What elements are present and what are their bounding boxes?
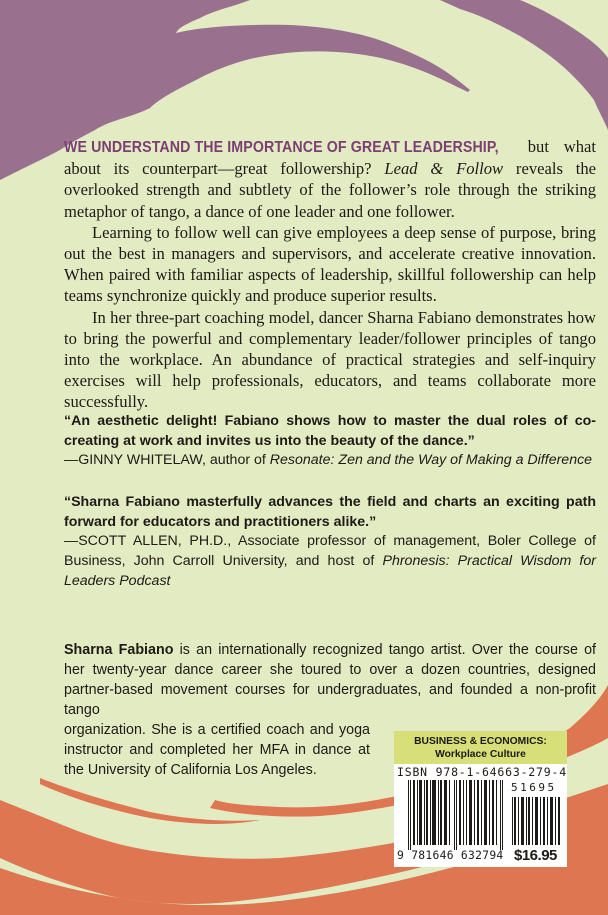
bottom-upper-orange-streak [40,778,260,824]
book-description [64,136,596,413]
description-paragraph-3: In her three-part coaching model, dancer Sharna Fabiano demonstrates how to bring the powerful and complementary leader/follower principles of tango into the workplace. An abundance of practical strategies and self-inquiry exercises will help professionals, educators, and teams collaborate more successfully. [64,307,596,412]
endorsement-attribution: —GINNY WHITELAW, author of Resonate: Zen and the Way of Making a Difference [64,452,593,469]
endorsement-whitelaw [64,412,596,471]
price: $16.95 [514,847,557,864]
endorsement-allen [64,493,596,592]
ean-digits: 9 781646 632794 [397,849,504,862]
endorsement-quote: “Sharna Fabiano masterfully advances the field and charts an exciting path forward for educators and practitioners alike.” [64,494,596,530]
endorsement-quote: “An aesthetic delight! Fabiano shows how to master the dual roles of co-creating at work and invites us into the beauty of the dance.” [64,413,596,449]
headline-caps: WE UNDERSTAND THE IMPORTANCE OF GREAT LEADERSHIP, [64,139,499,156]
book-title: Lead & Follow [384,159,504,179]
bio-narrow-text: organization. She is a certified coach and yoga instructor and completed her MFA in dance at the University of California Los Angeles. [64,722,370,778]
description-paragraph-1: WE UNDERSTAND THE IMPORTANCE OF GREAT LEADERSHIP, but what about its counterpart—great followership? Lead & Follow reveals the overlooked strength and subtlety of the follower’s role through the striking metaphor of tango, a dance of one leader and one follower. [64,137,596,221]
bio-wide-text: Sharna Fabiano is an internationally recognized tango artist. Over the course of her twenty-year dance career she toured to over a dozen countries, designed partner-based movement courses for undergraduates, and founded a non-profit tango [64,642,596,718]
barcode-box [394,731,567,867]
author-name: Sharna Fabiano [64,642,174,658]
ean-barcode [408,780,508,850]
bisac-category: BUSINESS & ECONOMICS: Workplace Culture [394,731,567,764]
isbn-label: ISBN 978-1-64663-279-4 [397,765,567,779]
endorsement-attribution: —SCOTT ALLEN, PH.D., Associate professor of management, Boler College of Business, John Carroll University, and host of Phronesis: Practical Wisdom for Leaders Podcast [64,533,596,589]
price-barcode [512,797,562,845]
description-paragraph-2: Learning to follow well can give employees a deep sense of purpose, bring out the best in managers and supervisors, and accelerate creative innovation. When paired with familiar aspects of leadership, skillful followership can help teams synchronize quickly and produce superior results. [64,222,596,306]
price-code: 51695 [511,781,557,794]
top-right-purple-brush [440,0,608,130]
